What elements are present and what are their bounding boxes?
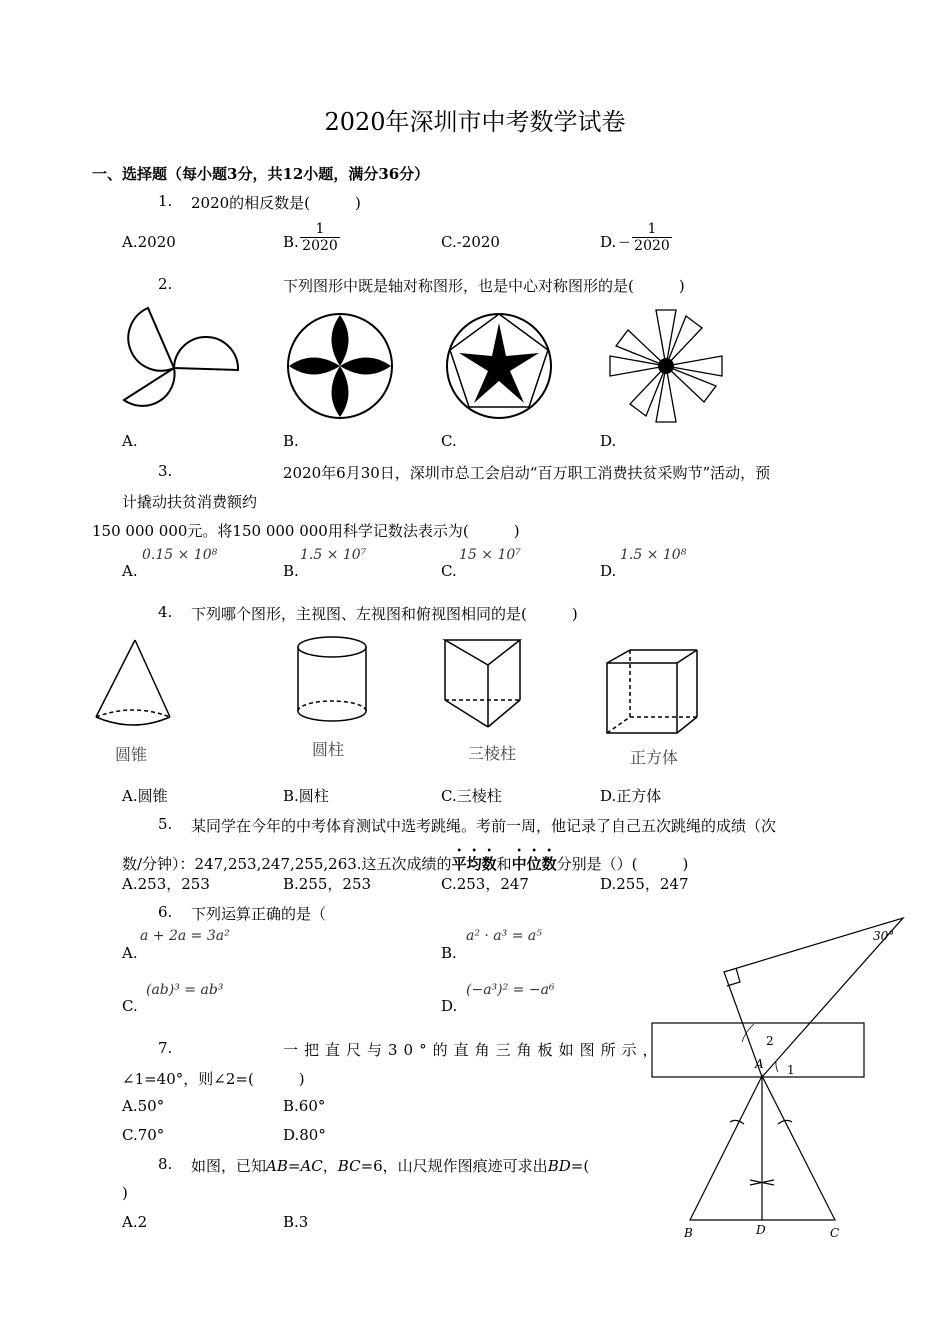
q3-option-c-label: C. (441, 562, 457, 580)
q4-figure-cube-label: 正方体 (630, 748, 679, 767)
q6-text: 下列运算正确的是（ (191, 905, 327, 923)
q5-mean: 平均数 (451, 855, 497, 873)
q8-ac: AC (300, 1157, 323, 1175)
q7-figure (650, 912, 920, 1082)
q4-figure-cylinder (292, 633, 382, 773)
q8-text-pre: 如图，已知 (191, 1157, 267, 1175)
q7-option-a: A.50° (122, 1097, 165, 1115)
q5-line2-pre: 数/分钟）：247,253,247,255,263.这五次成绩的 (122, 855, 452, 873)
q8-fig-C-label: C (830, 1226, 840, 1240)
page-title: 2020年深圳市中考数学试卷 (324, 108, 626, 136)
q5-option-d: D.255，247 (600, 875, 689, 893)
q8-bc-val: =6，山尺规作图痕迹可求出 (360, 1157, 548, 1175)
q2-option-a: A. (122, 432, 138, 450)
q1-option-d-sign: − (618, 233, 631, 251)
q8-eq: = (287, 1157, 301, 1175)
q1-option-b-fraction (300, 221, 340, 254)
q3-line1: 2020年6月30日，深圳市总工会启动“百万职工消费扶贫采购节”活动，预 (283, 464, 771, 482)
q6-number: 6. (158, 903, 173, 921)
q8-fig-D-label: D (756, 1223, 766, 1237)
q1-option-b-label: B. (283, 233, 299, 251)
q8-figure (680, 1072, 860, 1242)
q6-option-c-label: C. (122, 997, 138, 1015)
q4-figure-prism-label: 三棱柱 (468, 744, 517, 763)
q2-figure-a (118, 302, 238, 422)
q4-figure-cone-label: 圆锥 (115, 745, 148, 764)
q5-number: 5. (158, 815, 173, 833)
section-heading: 一、选择题（每小题3分，共12小题，满分36分） (92, 165, 430, 183)
q6-option-d-expr: (−a³)² = −a⁶ (466, 982, 555, 998)
q5-option-c: C.253，247 (441, 875, 529, 893)
q8-comma: ， (322, 1157, 338, 1175)
q4-option-a: A.圆锥 (122, 787, 168, 805)
q5-and: 和 (496, 855, 512, 873)
q8-ab: AB (266, 1157, 288, 1175)
q4-option-d: D.正方体 (600, 787, 662, 805)
fraction-denominator: 2020 (632, 237, 672, 254)
q4-option-c: C.三棱柱 (441, 787, 502, 805)
q2-option-b: B. (283, 432, 299, 450)
q4-number: 4. (158, 603, 173, 621)
q2-option-d: D. (600, 432, 617, 450)
q4-figure-cylinder-label: 圆柱 (312, 740, 345, 759)
q8-number: 8. (158, 1155, 173, 1173)
q5-option-a: A.253，253 (122, 875, 210, 893)
q2-figure-d (606, 306, 726, 426)
q4-figure-prism (440, 635, 540, 775)
fraction-denominator: 2020 (300, 237, 340, 254)
fraction-numerator: 1 (315, 221, 325, 237)
q3-option-c-expr: 15 × 10⁷ (459, 547, 521, 563)
q7-fig-1-label: 1 (787, 1063, 795, 1077)
q4-option-b: B.圆柱 (283, 787, 329, 805)
q3-line3: 150 000 000元。将150 000 000用科学记数法表示为( ) (92, 522, 520, 540)
q7-line1: 一把直尺与30°的直角三角板如图所示， (283, 1041, 664, 1059)
fraction-numerator: 1 (647, 221, 657, 237)
q8-fig-B-label: B (684, 1226, 693, 1240)
q3-number: 3. (158, 462, 173, 480)
q5-median: 中位数 (511, 855, 557, 873)
q1-option-c: C.-2020 (441, 233, 500, 251)
q5-line2 (122, 845, 688, 874)
q1-option-d-fraction (632, 221, 672, 254)
q8-bd: BD (547, 1157, 571, 1175)
q2-figure-c (444, 311, 554, 421)
q7-fig-2-label: 2 (766, 1034, 774, 1048)
q2-text: 下列图形中既是轴对称图形，也是中心对称图形的是( ) (283, 277, 685, 295)
q6-option-a-label: A. (122, 944, 138, 962)
q6-option-a-expr: a + 2a = 3a² (140, 928, 230, 944)
q3-option-a-label: A. (122, 562, 138, 580)
q4-figure-cone (90, 635, 180, 775)
q1-text: 2020的相反数是( ) (191, 194, 361, 212)
q6-option-b-expr: a² · a³ = a⁵ (466, 928, 542, 944)
q7-number: 7. (158, 1039, 173, 1057)
q7-option-b: B.60° (283, 1097, 326, 1115)
q8-bd-post: =( (570, 1157, 590, 1175)
q5-line2-post: 分别是（）( ) (556, 855, 689, 873)
q1-option-a: A.2020 (122, 233, 176, 251)
q6-option-c-expr: (ab)³ = ab³ (146, 982, 224, 998)
q2-figure-b (285, 311, 395, 421)
q8-text (191, 1155, 589, 1176)
q5-line1: 某同学在今年的中考体育测试中选考跳绳。考前一周，他记录了自己五次跳绳的成绩（次 (191, 817, 777, 835)
q7-fig-30-label: 30° (873, 929, 895, 943)
q8-option-a: A.2 (122, 1213, 148, 1231)
q4-figure-cube (600, 645, 710, 785)
q8-line2: ) (122, 1184, 128, 1202)
q5-option-b: B.255，253 (283, 875, 372, 893)
q6-option-b-label: B. (441, 944, 457, 962)
q8-bc: BC (337, 1157, 361, 1175)
q2-number: 2. (158, 275, 173, 293)
q3-option-b-label: B. (283, 562, 299, 580)
q2-option-c: C. (441, 432, 457, 450)
q7-option-d: D.80° (283, 1126, 326, 1144)
q3-option-d-label: D. (600, 562, 617, 580)
q4-text: 下列哪个图形，主视图、左视图和俯视图相同的是( ) (191, 605, 578, 623)
q3-line2: 计撬动扶贫消费额约 (122, 493, 258, 511)
q7-option-c: C.70° (122, 1126, 165, 1144)
q3-option-d-expr: 1.5 × 10⁸ (620, 547, 687, 563)
q1-option-d-label: D. (600, 233, 617, 251)
q3-option-b-expr: 1.5 × 10⁷ (300, 547, 367, 563)
q8-option-b: B.3 (283, 1213, 309, 1231)
q1-number: 1. (158, 192, 173, 210)
q6-option-d-label: D. (441, 997, 458, 1015)
q3-option-a-expr: 0.15 × 10⁸ (142, 547, 218, 563)
q7-line2: ∠1=40°，则∠2=( ) (122, 1070, 305, 1088)
q7-fig-A-label: A (755, 1057, 764, 1071)
